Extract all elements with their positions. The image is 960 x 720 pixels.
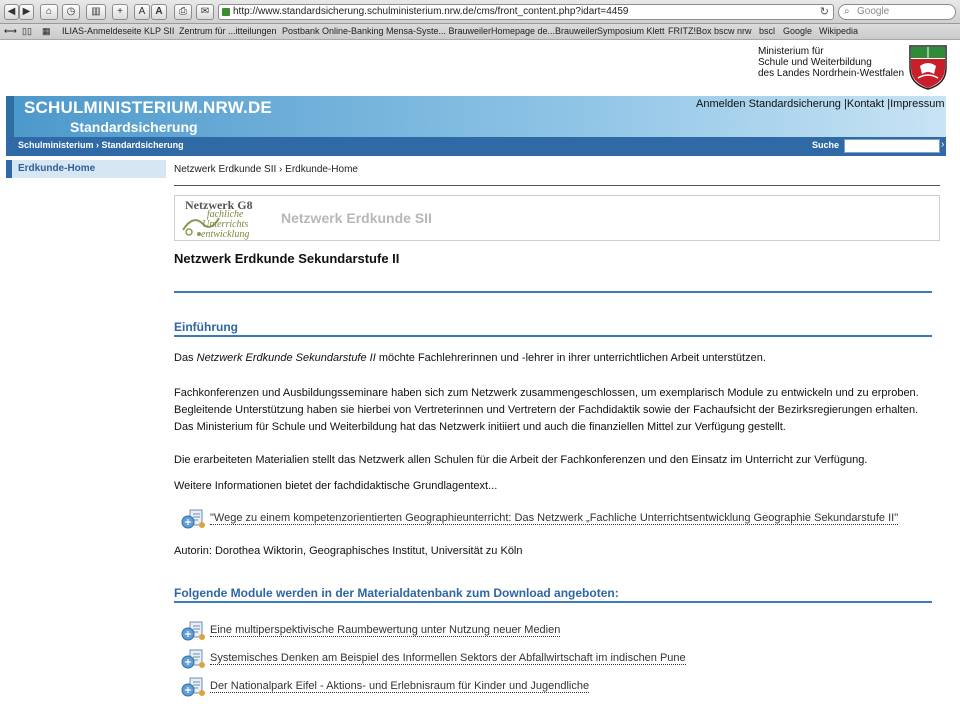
divider bbox=[174, 291, 932, 293]
nrw-crest-icon bbox=[906, 44, 950, 90]
reading-list-icon[interactable]: ⟷ bbox=[4, 26, 17, 36]
address-text: http://www.standardsicherung.schulministerium.nrw.de/cms/front_content.php?idart=4459 bbox=[233, 6, 629, 17]
nav-separator: | bbox=[844, 98, 847, 110]
back-icon[interactable]: ◀ bbox=[4, 4, 19, 20]
logo-subtitle bbox=[201, 210, 249, 240]
open-book-icon[interactable]: ▯▯ bbox=[22, 26, 32, 36]
document-download-icon bbox=[180, 648, 208, 670]
browser-search-input[interactable] bbox=[838, 4, 956, 20]
top-sites-icon[interactable]: ▦ bbox=[42, 26, 51, 36]
ministry-name bbox=[758, 46, 904, 79]
materials-paragraph: Die erarbeiteten Materialien stellt das Netzwerk allen Schulen für die Arbeit der Fachkonferenzen und den Einsatz im Unterricht zur Verfügung. bbox=[174, 454, 868, 466]
breadcrumb-current[interactable]: Standardsicherung bbox=[101, 140, 184, 150]
site-search-submit-icon[interactable]: › bbox=[941, 139, 945, 150]
logo-sub-line: fachliche bbox=[206, 209, 244, 220]
info-paragraph: Weitere Informationen bietet der fachdidaktische Grundlagentext... bbox=[174, 480, 498, 492]
document-download-icon bbox=[180, 676, 208, 698]
logo-network-g8: Netzwerk G8 bbox=[185, 198, 253, 212]
browser-search-placeholder: Google bbox=[857, 6, 890, 17]
bookmark-item[interactable]: bscl bbox=[759, 26, 776, 36]
imprint-link[interactable]: Impressum bbox=[890, 98, 945, 110]
login-link[interactable]: Anmelden Standardsicherung bbox=[696, 98, 841, 110]
network-logo-banner bbox=[174, 195, 940, 241]
forward-icon[interactable]: ▶ bbox=[19, 4, 34, 20]
logo-sub-line: Unterrichts bbox=[202, 219, 249, 230]
search-icon: ⌕ bbox=[844, 6, 850, 17]
add-icon[interactable]: + bbox=[112, 4, 128, 20]
bookmark-item[interactable]: Wikipedia bbox=[819, 26, 859, 36]
bookmark-item[interactable]: Symposium Klett bbox=[597, 26, 665, 36]
bookmarks-bar bbox=[0, 24, 960, 40]
bookmark-item[interactable]: KLP SII bbox=[144, 26, 175, 36]
path-link[interactable]: Netzwerk Erdkunde SII bbox=[174, 164, 277, 175]
author-line: Autorin: Dorothea Wiktorin, Geographisches Institut, Universität zu Köln bbox=[174, 545, 523, 557]
logo-sub-line: entwicklung bbox=[201, 229, 250, 240]
document-download-icon bbox=[180, 620, 208, 642]
path-current: Erdkunde-Home bbox=[285, 164, 358, 175]
module-link[interactable]: Systemisches Denken am Beispiel des Informellen Sektors der Abfallwirtschaft im indischen Pune bbox=[210, 652, 686, 664]
site-search-label: Suche bbox=[812, 140, 840, 150]
divider bbox=[174, 185, 940, 186]
home-icon[interactable]: ⌂ bbox=[40, 4, 58, 20]
site-title[interactable]: SCHULMINISTERIUM.NRW.DE bbox=[24, 98, 272, 117]
bookmark-item[interactable]: Google bbox=[783, 26, 813, 36]
module-link[interactable]: Der Nationalpark Eifel - Aktions- und Erlebnisraum für Kinder und Jugendliche bbox=[210, 680, 590, 692]
modules-heading: Folgende Module werden in der Materialdatenbank zum Download angeboten: bbox=[174, 586, 619, 600]
bookmark-item[interactable]: ILIAS-Anmeldeseite bbox=[62, 26, 142, 36]
intro-text: möchte Fachlehrerinnen und -lehrer in ihrer unterrichtlichen Arbeit unterstützen. bbox=[375, 352, 766, 364]
ministry-line: Ministerium für bbox=[758, 46, 824, 57]
top-navigation bbox=[696, 98, 945, 110]
content-breadcrumb bbox=[174, 164, 358, 175]
bookmarks-icon[interactable]: ▥ bbox=[86, 4, 106, 20]
bookmark-item[interactable]: bscw nrw bbox=[714, 26, 752, 36]
intro-paragraph bbox=[174, 350, 934, 367]
bookmark-item[interactable]: Homepage de...Brauweiler bbox=[491, 26, 598, 36]
ministry-line: Schule und Weiterbildung bbox=[758, 57, 872, 68]
banner-accent bbox=[6, 96, 14, 137]
contact-link[interactable]: Kontakt bbox=[846, 98, 885, 110]
bookmark-item[interactable]: Mensa-Syste... Brauweiler bbox=[386, 26, 492, 36]
network-name: Netzwerk Erdkunde Sekundarstufe II bbox=[196, 352, 376, 364]
sidebar-item-erdkunde-home[interactable]: Erdkunde-Home bbox=[6, 160, 166, 178]
path-separator: › bbox=[279, 164, 283, 175]
breadcrumb-separator: › bbox=[96, 140, 100, 150]
divider bbox=[174, 335, 932, 337]
site-search-input[interactable] bbox=[844, 139, 940, 153]
bookmark-item[interactable]: Zentrum für ...itteilungen bbox=[179, 26, 277, 36]
basic-text-link[interactable]: "Wege zu einem kompetenzorientierten Geographieunterricht: Das Netzwerk „Fachliche Unterrichtsentwicklung Geographie Sekundarstufe II" bbox=[210, 512, 899, 524]
history-icon[interactable]: ◷ bbox=[62, 4, 80, 20]
intro-heading: Einführung bbox=[174, 320, 238, 334]
print-icon[interactable]: ⎙ bbox=[174, 4, 192, 20]
favicon-icon bbox=[222, 8, 230, 16]
page-title: Netzwerk Erdkunde Sekundarstufe II bbox=[174, 251, 400, 266]
site-subtitle: Standardsicherung bbox=[70, 119, 198, 135]
breadcrumb bbox=[18, 140, 184, 150]
bookmark-item[interactable]: Postbank Online-Banking bbox=[282, 26, 384, 36]
text-smaller-icon[interactable]: A bbox=[134, 4, 150, 20]
logo-network-title: Netzwerk Erdkunde SII bbox=[281, 210, 432, 226]
bookmark-item[interactable]: FRITZ!Box bbox=[668, 26, 712, 36]
address-bar[interactable] bbox=[218, 4, 834, 20]
nav-separator: | bbox=[887, 98, 891, 110]
network-paragraph: Fachkonferenzen und Ausbildungsseminare haben sich zum Netzwerk zusammengeschlossen, um exemplarisch Module zu entwickeln und zu erproben. Begleitende Unterstützung haben sie hierbei von Vertreterinnen und Vertretern der Fachdidaktik sowie der Fachaufsicht der Bezirksregierungen erhalten. Das Ministerium für Schule und Weiterbildung hat das Netzwerk initiiert und auch die finanziellen Mittel zur Verfügung gestellt. bbox=[174, 387, 919, 433]
site-nav-bar bbox=[6, 137, 946, 156]
module-link[interactable]: Eine multiperspektivische Raumbewertung unter Nutzung neuer Medien bbox=[210, 624, 561, 636]
breadcrumb-home-link[interactable]: Schulministerium bbox=[18, 140, 94, 150]
browser-toolbar bbox=[0, 0, 960, 24]
divider bbox=[174, 601, 932, 603]
text-bigger-icon[interactable]: A bbox=[151, 4, 167, 20]
intro-text: Das bbox=[174, 352, 197, 364]
document-download-icon bbox=[180, 508, 208, 530]
reload-icon[interactable]: ↻ bbox=[819, 6, 829, 18]
mail-icon[interactable]: ✉ bbox=[196, 4, 214, 20]
ministry-line: des Landes Nordrhein-Westfalen bbox=[758, 68, 905, 79]
